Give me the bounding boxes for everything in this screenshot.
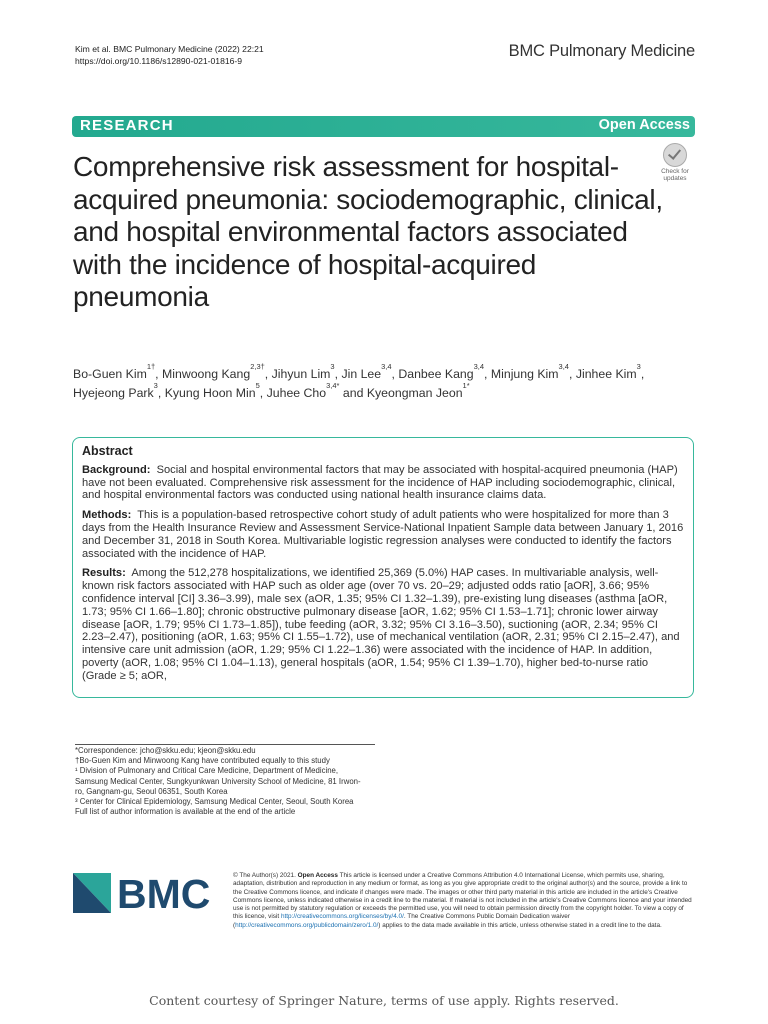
author-affiliation-marker: 3 [330, 362, 335, 371]
author-name: Kyeongman Jeon [366, 386, 463, 400]
footnotes [75, 746, 365, 817]
license-body-2: . The Creative Commons Public Domain Dedication waiver ( [233, 913, 570, 929]
author-name: Jinhee Kim [575, 367, 637, 381]
author-name: Danbee Kang [398, 367, 474, 381]
article-title: Comprehensive risk assessment for hospital-acquired pneumonia: sociodemographic, clinical, and hospital environmental factors associated with the incidence of hospital-acquired pneumonia [73, 151, 663, 312]
background-text: Social and hospital environmental factors that may be associated with hospital-acquired pneumonia (HAP) have not been evaluated. Comprehensive risk assessment for the incidence of HAP including sociodemographic, clinical, and hospital environmental factors was conducted using national health insurance claims data. [82, 463, 678, 502]
section-bar [72, 116, 695, 137]
journal-name: BMC Pulmonary Medicine [508, 42, 695, 60]
open-access-label: Open Access [598, 117, 690, 133]
footnote-divider [75, 744, 375, 745]
check-icon [663, 143, 687, 167]
check-updates-line1: Check for [661, 168, 689, 175]
methods-label: Methods: [82, 509, 132, 522]
author-affiliation-marker: 1† [146, 362, 156, 371]
author-affiliation-marker: 2,3† [250, 362, 265, 371]
methods-text: This is a population-based retrospective cohort study of adult patients who were hospitalized for more than 3 days from the Health Insurance Review and Assessment Service-National Inpatient Sample data between January 1, 2016 and December 31, 2018 in South Korea. Multivariable logistic regression analyses were conducted to identify the factors associated with the incidence of HAP. [82, 509, 684, 560]
license-text [233, 872, 695, 930]
check-updates-line2: updates [663, 175, 687, 182]
author-list: Bo-Guen Kim$^{1\dagger}$, Minwoong Kang$^{2,3\dagger}$, Jihyun Lim$^3$, Jin Lee$^{3,4}$, Danbee Kang$^{3,4}$, Minjung Kim$^{3,4}$, Jinhee Kim$^3$, Hyejeong Park$^3$, Kyung Hoon Min$^5$, Juhee Cho$^{3,4*}$ and Kyeongman Jeon$^{1*}$ [73, 362, 645, 400]
footnote-full-list: Full list of author information is available at the end of the article [75, 807, 296, 817]
footnote-correspondence: *Correspondence: jcho@skku.edu; kjeon@skku.edu [75, 746, 256, 755]
cc-by-link[interactable]: http://creativecommons.org/licenses/by/4.0/ [280, 913, 404, 921]
license-copyright: © The Author(s) 2021. [233, 872, 296, 879]
author-affiliation-marker: 3,4 [558, 362, 569, 371]
abstract-background [82, 464, 684, 502]
citation-block [75, 44, 264, 67]
doi-link[interactable]: https://doi.org/10.1186/s12890-021-01816-9 [75, 55, 243, 66]
courtesy-notice: Content courtesy of Springer Nature, terms of use apply. Rights reserved. [149, 993, 619, 1008]
author-name: Hyejeong Park [73, 386, 154, 400]
author-name: Jin Lee [341, 367, 382, 381]
author-name: Jihyun Lim [271, 367, 331, 381]
author-affiliation-marker: 5 [255, 381, 260, 390]
article-type-label: RESEARCH [80, 117, 174, 134]
results-label: Results: [82, 567, 126, 580]
background-label: Background: [82, 463, 151, 476]
abstract-results [82, 567, 684, 682]
abstract-methods [82, 509, 684, 560]
footnote-affiliation-3: ³ Center for Clinical Epidemiology, Samsung Medical Center, Seoul, South Korea [75, 797, 354, 807]
author-affiliation-marker: 1* [462, 381, 470, 390]
abstract-heading: Abstract [82, 444, 133, 458]
results-text: Among the 512,278 hospitalizations, we identified 25,369 (5.0%) HAP cases. In multivariable analysis, well-known risk factors associated with HAP such as older age (over 70 vs. 20–29; adjusted odds ratio [aOR], 3.66; 95% confidence interval [CI] 3.36–3.99), male sex (aOR, 1.35; 95% CI 1.32–1.39), pre-existing lung diseases (asthma [aOR, 1.73; 95% CI 1.66–1.80]; chronic obstructive pulmonary disease [aOR, 1.62; 95% CI 1.53–1.71]; chronic lower airway disease [aOR, 1.79; 95% CI 1.73–1.85]), tube feeding (aOR, 3.32; 95% CI 3.16–3.50), suctioning (aOR, 2.34; 95% CI 2.23–2.47), positioning (aOR, 1.63; 95% CI 1.55–1.72), use of mechanical ventilation (aOR, 2.31; 95% CI 2.15–2.47), and intensive care unit admission (aOR, 1.29; 95% CI 1.22–1.36) were associated with the incidence of HAP. In addition, poverty (aOR, 1.08; 95% CI 1.04–1.13), general hospitals (aOR, 1.54; 95% CI 1.39–1.70), higher bed-to-nurse ratio (Grade ≥ 5; aOR, [82, 567, 680, 682]
logo-text: BMC [117, 873, 211, 913]
author-affiliation-marker: 3,4 [381, 362, 392, 371]
author-name: Bo-Guen Kim [73, 367, 147, 381]
author-affiliation-marker: 3,4* [326, 381, 340, 390]
abstract-box [72, 437, 694, 698]
footnote-affiliation-1: ¹ Division of Pulmonary and Critical Care Medicine, Department of Medicine, Samsung Medical Center, Sungkyunkwan University School of Medicine, 81 Irwon-ro, Gangnam-gu, Seoul 06351, South Korea [75, 766, 361, 796]
license-open-access: Open Access [297, 872, 338, 879]
author-name: Juhee Cho [266, 386, 327, 400]
author-affiliation-marker: 3 [636, 362, 641, 371]
author-affiliation-marker: 3 [153, 381, 158, 390]
bmc-logo [73, 873, 215, 913]
cc-zero-link[interactable]: http://creativecommons.org/publicdomain/zero/1.0/ [235, 921, 379, 929]
license-body-3: ) applies to the data made available in this article, unless otherwise stated in a credit line to the data. [378, 921, 662, 929]
citation-line: Kim et al. BMC Pulmonary Medicine (2022) 22:21 [75, 44, 264, 54]
license-body: This article is licensed under a Creative Commons Attribution 4.0 International License, which permits use, sharing, adaptation, distribution and reproduction in any medium or format, as long as you give appropriate credit to the original author(s) and the source, provide a link to the Creative Commons licence, and indicate if changes were made. The images or other third party material in this article are included in the article's Creative Commons licence, unless indicated otherwise in a credit line to the material. If material is not included in the article's Creative Commons licence and your intended use is not permitted by statutory regulation or exceeds the permitted use, you will need to obtain permission directly from the copyright holder. To view a copy of this licence, visit [233, 872, 692, 921]
author-name: Minjung Kim [490, 367, 559, 381]
footnote-equal-contribution: †Bo-Guen Kim and Minwoong Kang have contributed equally to this study [75, 756, 330, 766]
author-affiliation-marker: 3,4 [473, 362, 485, 371]
author-name: Minwoong Kang [162, 367, 251, 381]
author-name: Kyung Hoon Min [164, 386, 256, 400]
